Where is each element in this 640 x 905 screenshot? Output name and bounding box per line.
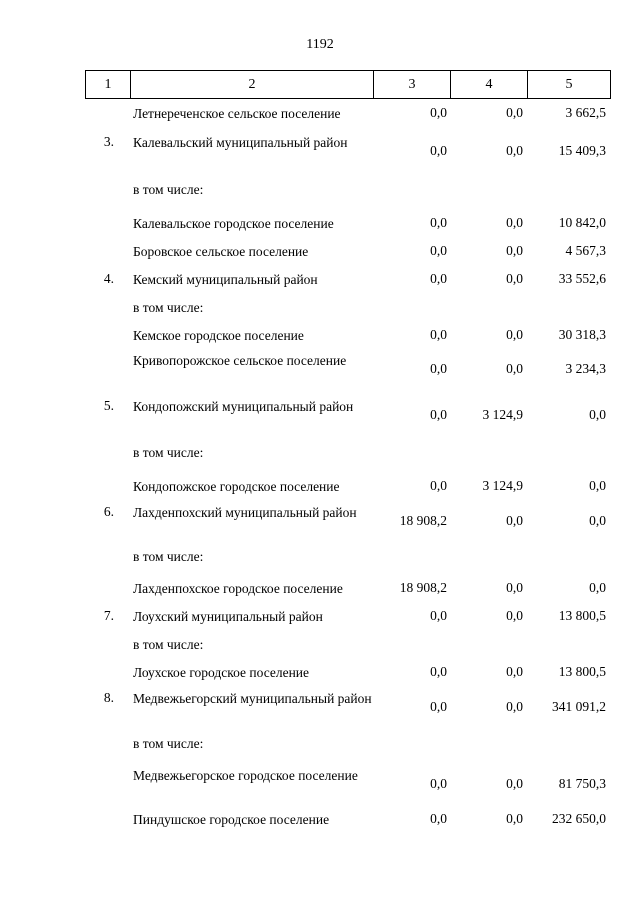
table-row <box>85 730 611 758</box>
row-number: 3. <box>103 134 114 149</box>
table-body <box>85 99 611 833</box>
row-value-4: 0,0 <box>506 811 523 826</box>
row-value-4: 0,0 <box>506 513 523 528</box>
row-name: Кемское городское поселение <box>133 328 304 343</box>
table-row <box>85 572 611 600</box>
row-value-5: 3 234,3 <box>565 361 606 376</box>
row-name: Калевальский муниципальный район <box>133 135 348 150</box>
row-value-3: 0,0 <box>430 776 447 791</box>
row-value-5: 341 091,2 <box>552 699 606 714</box>
table-row <box>85 347 611 393</box>
row-value-5: 13 800,5 <box>558 608 606 623</box>
table-row <box>85 543 611 572</box>
row-name: в том числе: <box>133 736 204 751</box>
row-name: в том числе: <box>133 300 204 315</box>
row-value-3: 0,0 <box>430 478 447 493</box>
row-value-5: 3 662,5 <box>565 105 606 120</box>
table-row <box>85 263 611 291</box>
row-name: в том числе: <box>133 182 204 197</box>
table-row <box>85 803 611 833</box>
row-value-3: 0,0 <box>430 143 447 158</box>
row-name: в том числе: <box>133 637 204 652</box>
row-value-5: 10 842,0 <box>558 215 606 230</box>
row-value-5: 15 409,3 <box>558 143 606 158</box>
row-value-3: 18 908,2 <box>399 513 447 528</box>
table-row <box>85 439 611 470</box>
row-value-5: 4 567,3 <box>565 243 606 258</box>
table-row <box>85 207 611 235</box>
row-name: в том числе: <box>133 445 204 460</box>
row-name: Лахденпохское городское поселение <box>133 581 343 596</box>
table-row <box>85 656 611 684</box>
row-number: 7. <box>103 608 114 623</box>
row-value-3: 0,0 <box>430 327 447 342</box>
table-row <box>85 628 611 656</box>
row-number: 5. <box>103 398 114 413</box>
table-row <box>85 130 611 172</box>
row-name: Кондопожское городское поселение <box>133 479 340 494</box>
row-name: Медвежьегорский муниципальный район <box>133 691 372 706</box>
row-name: Кемский муниципальный район <box>133 272 318 287</box>
row-value-3: 18 908,2 <box>399 580 447 595</box>
table-header <box>85 70 611 99</box>
row-name: Калевальское городское поселение <box>133 216 334 231</box>
row-value-5: 33 552,6 <box>558 271 606 286</box>
row-name: Лахденпохский муниципальный район <box>133 505 357 520</box>
header-col-3: 3 <box>374 71 451 98</box>
row-value-3: 0,0 <box>430 811 447 826</box>
table-row <box>85 393 611 439</box>
row-value-3: 0,0 <box>430 361 447 376</box>
row-name: Кондопожский муниципальный район <box>133 399 354 414</box>
row-number: 8. <box>103 690 114 705</box>
table-row <box>85 235 611 263</box>
row-value-4: 3 124,9 <box>482 407 523 422</box>
row-value-4: 0,0 <box>506 105 523 120</box>
row-value-3: 0,0 <box>430 215 447 230</box>
row-value-3: 0,0 <box>430 105 447 120</box>
row-number: 6. <box>103 504 114 519</box>
row-name: Лоухский муниципальный район <box>133 609 323 624</box>
row-value-3: 0,0 <box>430 243 447 258</box>
table-row <box>85 684 611 730</box>
row-value-3: 0,0 <box>430 608 447 623</box>
row-value-5: 13 800,5 <box>558 664 606 679</box>
header-col-4: 4 <box>451 71 528 98</box>
row-value-3: 0,0 <box>430 699 447 714</box>
header-col-5: 5 <box>565 76 573 92</box>
row-value-4: 3 124,9 <box>482 478 523 493</box>
table-row <box>85 758 611 803</box>
table-row <box>85 470 611 498</box>
page-number: 1192 <box>306 37 334 52</box>
row-value-3: 0,0 <box>430 664 447 679</box>
row-value-4: 0,0 <box>506 243 523 258</box>
row-name: Лоухское городское поселение <box>133 665 310 680</box>
row-name: Летнереченское сельское поселение <box>133 106 341 121</box>
header-col-1: 1 <box>86 71 131 98</box>
row-value-5: 0,0 <box>589 513 606 528</box>
row-value-5: 232 650,0 <box>552 811 606 826</box>
row-value-4: 0,0 <box>506 580 523 595</box>
row-value-5: 0,0 <box>589 478 606 493</box>
table-row <box>85 600 611 628</box>
row-value-4: 0,0 <box>506 776 523 791</box>
row-value-4: 0,0 <box>506 327 523 342</box>
row-name: Боровское сельское поселение <box>133 244 309 259</box>
table-row <box>85 291 611 319</box>
row-value-5: 30 318,3 <box>558 327 606 342</box>
row-name: Кривопорожское сельское поселение <box>133 353 347 368</box>
header-col-2: 2 <box>131 71 374 98</box>
row-value-3: 0,0 <box>430 271 447 286</box>
table-row <box>85 319 611 347</box>
row-name: в том числе: <box>133 549 204 564</box>
row-value-4: 0,0 <box>506 699 523 714</box>
row-value-4: 0,0 <box>506 608 523 623</box>
row-name: Медвежьегорское городское поселение <box>133 768 358 783</box>
row-value-4: 0,0 <box>506 215 523 230</box>
row-value-5: 0,0 <box>589 580 606 595</box>
row-value-4: 0,0 <box>506 271 523 286</box>
table-row <box>85 498 611 543</box>
row-value-5: 81 750,3 <box>558 776 606 791</box>
row-number: 4. <box>103 271 114 286</box>
row-value-3: 0,0 <box>430 407 447 422</box>
table-row <box>85 172 611 207</box>
row-value-4: 0,0 <box>506 143 523 158</box>
row-value-4: 0,0 <box>506 361 523 376</box>
table-row <box>85 99 611 130</box>
row-value-5: 0,0 <box>589 407 606 422</box>
row-value-4: 0,0 <box>506 664 523 679</box>
row-name: Пиндушское городское поселение <box>133 812 330 827</box>
